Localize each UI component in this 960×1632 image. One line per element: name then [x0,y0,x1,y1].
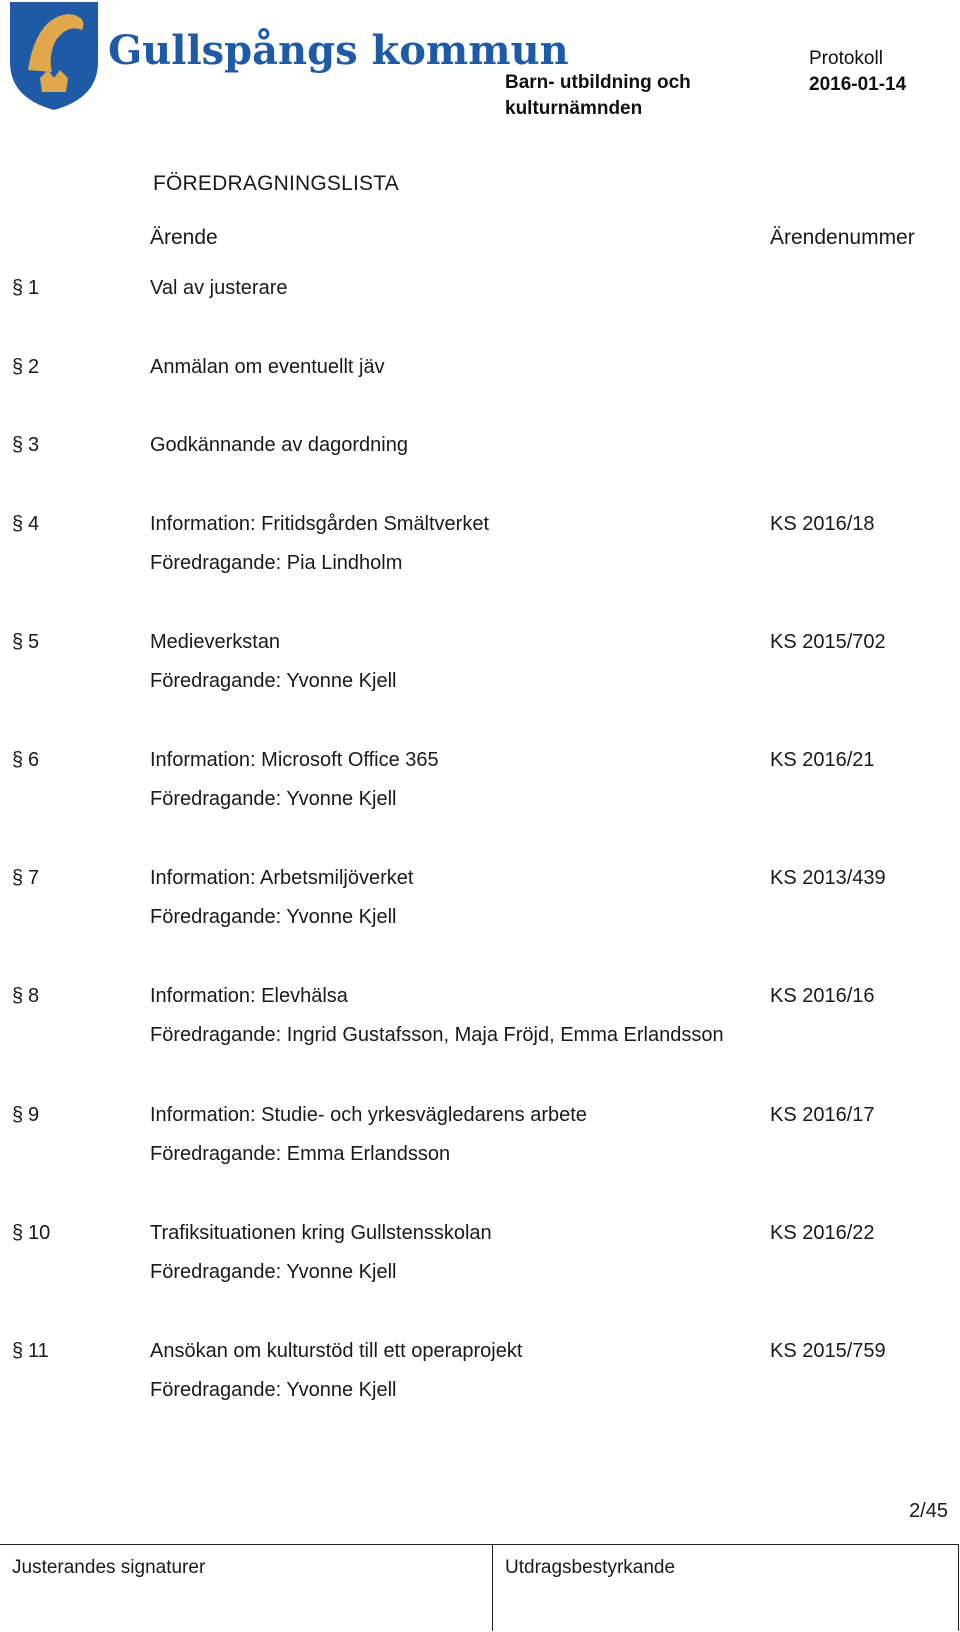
document-type: Protokoll [809,48,883,69]
document-title: FÖREDRAGNINGSLISTA [153,172,399,195]
column-header-subject: Ärende [150,226,218,249]
section-symbol: § [12,1104,24,1126]
item-case-number: KS 2015/759 [770,1340,886,1362]
section-symbol: § [12,1222,24,1244]
item-case-number: KS 2016/16 [770,985,875,1007]
committee-name-line1: Barn- utbildning och [505,72,691,93]
item-title: Anmälan om eventuellt jäv [150,356,385,378]
item-number: 7 [28,867,40,889]
section-symbol: § [12,867,24,889]
item-title: Information: Studie- och yrkesvägledarens arbete [150,1104,587,1126]
item-number: 11 [28,1340,49,1362]
item-title: Information: Arbetsmiljöverket [150,867,414,889]
item-presenter: Föredragande: Pia Lindholm [150,552,403,574]
section-symbol: § [12,356,24,378]
item-number: 9 [28,1104,40,1126]
certification-label: Utdragsbestyrkande [505,1557,676,1578]
item-title: Information: Microsoft Office 365 [150,749,439,771]
item-number: 8 [28,985,40,1007]
item-presenter: Föredragande: Yvonne Kjell [150,670,397,692]
item-title: Information: Fritidsgården Smältverket [150,513,490,535]
signature-divider [492,1545,493,1631]
section-symbol: § [12,277,24,299]
section-symbol: § [12,513,24,535]
item-title: Val av justerare [150,277,288,299]
page-number: 2/45 [909,1500,948,1522]
section-symbol: § [12,631,24,653]
committee-name-line2: kulturnämnden [505,98,643,119]
item-title: Ansökan om kulturstöd till ett operaprojekt [150,1340,523,1362]
item-presenter: Föredragande: Ingrid Gustafsson, Maja Fröjd, Emma Erlandsson [150,1024,724,1046]
coat-of-arms-icon [10,2,98,110]
item-number: 1 [28,277,40,299]
item-case-number: KS 2016/22 [770,1222,875,1244]
item-case-number: KS 2016/21 [770,749,875,771]
municipality-logo [8,0,569,112]
item-number: 4 [28,513,40,535]
section-symbol: § [12,434,24,456]
item-case-number: KS 2015/702 [770,631,886,653]
item-title: Trafiksituationen kring Gullstensskolan [150,1222,492,1244]
document-date: 2016-01-14 [809,74,907,95]
item-title: Information: Elevhälsa [150,985,348,1007]
item-number: 6 [28,749,40,771]
signatures-label: Justerandes signaturer [12,1557,206,1578]
item-presenter: Föredragande: Yvonne Kjell [150,1261,397,1283]
item-title: Medieverkstan [150,631,281,653]
section-symbol: § [12,749,24,771]
item-case-number: KS 2013/439 [770,867,886,889]
item-number: 10 [28,1222,51,1244]
item-presenter: Föredragande: Yvonne Kjell [150,788,397,810]
org-name-text: Gullspångs kommun [108,27,569,74]
section-symbol: § [12,985,24,1007]
item-case-number: KS 2016/17 [770,1104,875,1126]
item-number: 5 [28,631,40,653]
signature-box [0,1544,959,1631]
section-symbol: § [12,1340,24,1362]
column-header-case-number: Ärendenummer [770,226,915,249]
item-number: 3 [28,434,40,456]
item-title: Godkännande av dagordning [150,434,408,456]
item-number: 2 [28,356,40,378]
item-case-number: KS 2016/18 [770,513,875,535]
item-presenter: Föredragande: Yvonne Kjell [150,906,397,928]
item-presenter: Föredragande: Yvonne Kjell [150,1379,397,1401]
item-presenter: Föredragande: Emma Erlandsson [150,1143,451,1165]
